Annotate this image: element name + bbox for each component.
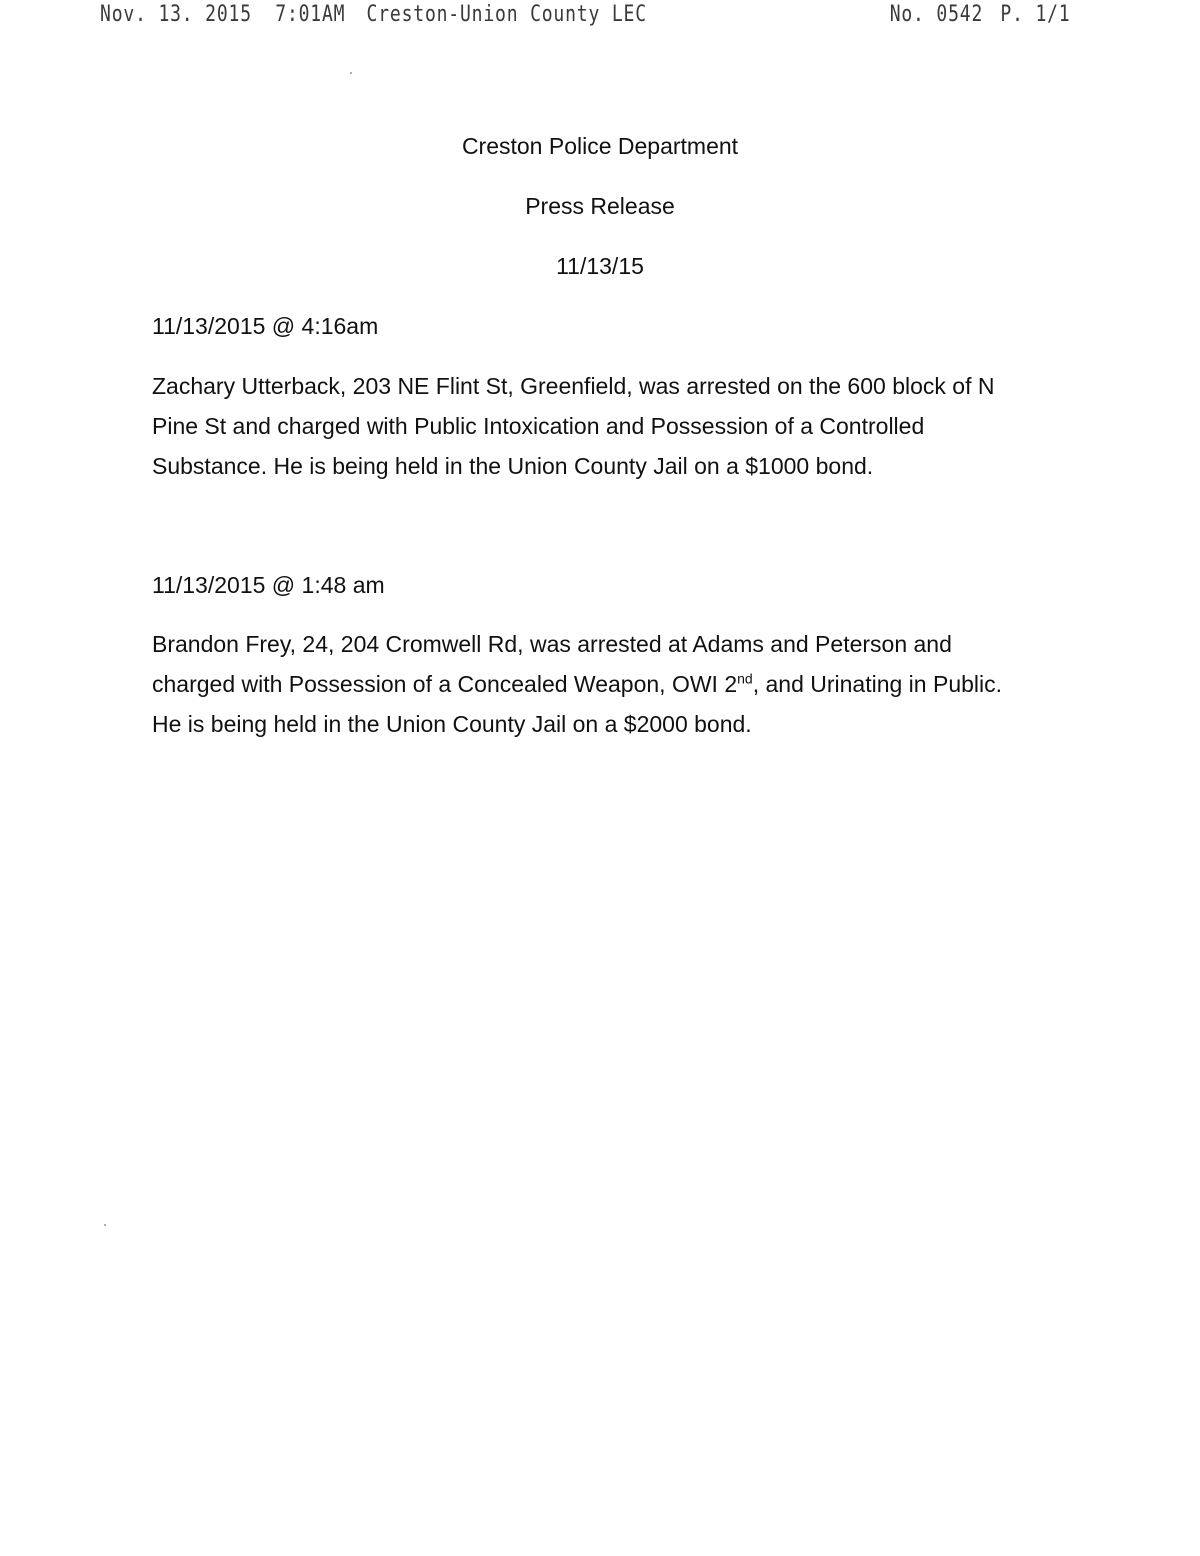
department-title: Creston Police Department [461, 133, 739, 159]
entry-body [152, 624, 1072, 744]
entry-line: Brandon Frey, 24, 204 Cromwell Rd, was arrested at Adams and Peterson and [152, 631, 952, 657]
entry-line: He is being held in the Union County Jail on a $2000 bond. [152, 711, 752, 737]
entry-line-part: charged with Possession of a Concealed Weapon, OWI 2 [152, 671, 738, 697]
scan-speck [104, 1224, 106, 1226]
fax-page: P. 1/1 [1000, 2, 1071, 27]
entry-line-part: , and Urinating in Public. [752, 671, 1003, 697]
release-heading: Press Release [525, 193, 675, 219]
entry-timestamp: 11/13/2015 @ 1:48 am [152, 572, 385, 598]
entry-line: Substance. He is being held in the Union County Jail on a $1000 bond. [152, 453, 874, 479]
fax-date-time [100, 2, 345, 27]
scan-speck [350, 72, 352, 74]
fax-time: 7:01AM [275, 2, 346, 27]
fax-header [0, 2, 1071, 32]
fax-date: Nov. 13. 2015 [100, 2, 252, 27]
entry-timestamp: 11/13/2015 @ 4:16am [152, 313, 379, 339]
fax-organization: Creston-Union County LEC [366, 2, 647, 27]
entry-line: Zachary Utterback, 203 NE Flint St, Greenfield, was arrested on the 600 block of N [152, 373, 995, 399]
entry-line: Pine St and charged with Public Intoxication and Possession of a Controlled [152, 413, 925, 439]
entry-line [152, 664, 1072, 704]
ordinal-suffix: nd [737, 670, 753, 687]
fax-number: No. 0542 [889, 2, 984, 27]
release-date: 11/13/15 [556, 253, 644, 279]
entry-body [152, 366, 1072, 486]
